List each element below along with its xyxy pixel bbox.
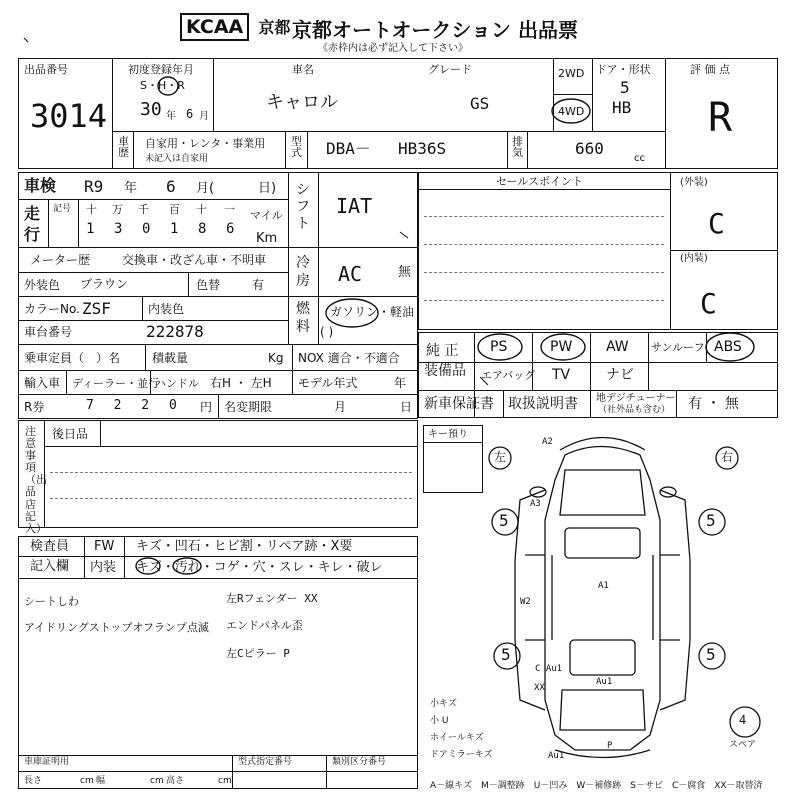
model-label: 型式 — [291, 135, 302, 159]
damage-au1-bottom: Au1 — [548, 751, 565, 761]
notes-label: 注意事項（出品店記入） — [25, 425, 47, 535]
inspection-month: 6 — [166, 177, 176, 196]
remark-left-1: シートしわ — [24, 595, 79, 608]
damage-a3: A3 — [530, 499, 541, 509]
meter-options: 交換車・改ざん車・不明車 — [122, 253, 267, 267]
color-no-label: カラーNo. — [24, 302, 80, 316]
garage-length-unit: cm — [80, 776, 94, 786]
fuel-paren: ( ) — [320, 325, 334, 339]
class-no-label: 類別区分番号 — [332, 757, 387, 767]
interior-label: (内装) — [680, 253, 708, 264]
small-scratch-label: 小キズ — [430, 699, 457, 709]
inspection-month-unit: 月( — [196, 181, 215, 196]
mileage-digit-5: 6 — [226, 221, 235, 237]
equip-abs: ABS — [714, 339, 742, 355]
mileage-digit-1: 3 — [114, 221, 123, 237]
import-label: 輸入車 — [24, 376, 61, 390]
nox-label: NOX 適合・不適合 — [298, 351, 400, 365]
drive-4wd: 4WD — [558, 105, 585, 118]
inspector-label-2: 記入欄 — [30, 559, 70, 574]
damage-code-legend: A－線キズ M－調整跡 U－凹み W－補修跡 S－サビ C－腐食 XX－取替済 — [430, 781, 763, 791]
expire-day: 日 — [400, 400, 413, 414]
diagram-left-label: 左 — [494, 450, 507, 464]
wheel-scratch-label: ホイールキズ — [430, 733, 484, 743]
inspection-day-unit: 日) — [258, 181, 277, 196]
mileage-digit-0: 1 — [86, 221, 95, 237]
mileage-unit-mile: マイル — [250, 209, 283, 222]
history-label: 車歴 — [118, 135, 129, 159]
grade-value: GS — [470, 94, 490, 113]
chassis-label: 車台番号 — [24, 325, 73, 339]
notes-rear: 後日品 — [52, 427, 89, 441]
mileage-reg-label: 記号 — [53, 204, 72, 214]
sales-block — [418, 172, 778, 330]
model-code: HB36S — [398, 139, 447, 158]
int-color-label: 内装色 — [148, 302, 185, 316]
equip-sunroof: サンルーフ — [651, 341, 705, 354]
exterior-label: (外装) — [680, 177, 708, 188]
damage-a2: A2 — [542, 437, 553, 447]
mileage-unit-1: 万 — [112, 203, 123, 216]
import-dealer: ディーラー・並行 — [72, 377, 160, 390]
damage-xx: XX — [534, 683, 545, 693]
key-label: キー預り — [428, 429, 468, 440]
inspection-year-unit: 年 — [124, 181, 138, 196]
lot-label: 出品番号 — [24, 63, 68, 76]
mileage-unit-2: 千 — [138, 203, 149, 216]
ext-color-label: 外装色 — [24, 278, 61, 292]
mileage-unit-3: 百 — [169, 203, 180, 216]
doors-label: ドア・形状 — [596, 63, 651, 76]
garage-length: 長さ — [24, 776, 43, 786]
inspector-fw: FW — [94, 539, 115, 554]
meter-label: メーター歴 — [30, 253, 91, 267]
form-title: 京都オートオークション 出品票 — [292, 18, 578, 42]
mileage-digit-2: 0 — [142, 221, 151, 237]
interior-grade: C — [700, 287, 717, 320]
equip-aw: AW — [606, 339, 629, 355]
mileage-digit-4: 8 — [198, 221, 207, 237]
recycle-value: 7 2 2 0 — [86, 398, 183, 413]
first-reg-year-unit: 年 — [166, 111, 176, 122]
history-options: 自家用・レンタ・事業用 — [145, 137, 266, 150]
ac-none: 無 — [398, 265, 412, 280]
garage-height: 高さ — [166, 776, 185, 786]
handle-options: 右H ・ 左H — [210, 376, 272, 390]
doors-count: 5 — [620, 78, 630, 97]
garage-width-unit: cm — [150, 776, 164, 786]
mileage-unit-km: Km — [256, 231, 278, 246]
first-reg-year: 30 — [140, 99, 162, 120]
first-reg-month: 6 — [186, 107, 194, 121]
damage-a1: A1 — [598, 581, 609, 591]
first-reg-label: 初度登録年月 — [128, 63, 194, 76]
garage-height-unit: cm — [218, 776, 232, 786]
mileage-unit-5: 一 — [224, 203, 235, 216]
recycle-label: R券 — [24, 400, 45, 414]
ext-color-value: ブラウン — [80, 277, 129, 291]
model-prefix: DBA－ — [326, 139, 371, 158]
remark-right-3: 左Cピラー P — [226, 647, 290, 660]
remark-right-1: 左Rフェンダー XX — [226, 592, 318, 605]
tire-rr-value: 5 — [706, 645, 716, 664]
mileage-label: 走行 — [24, 204, 41, 244]
equip-tv: TV — [552, 367, 571, 383]
equip-airbag: エアバッグ — [481, 369, 536, 382]
equip-pw: PW — [550, 339, 573, 355]
form-note: 《赤枠内は必ず記入して下さい》 — [318, 43, 468, 54]
warranty-label: 新車保証書 — [424, 396, 494, 412]
front-bumper — [560, 438, 645, 451]
evaluation-label: 評 価 点 — [690, 63, 730, 76]
load-unit: Kg — [268, 351, 284, 365]
model-year-label: モデル年式 — [298, 376, 358, 390]
tuner-label: 地デジチューナー — [596, 393, 676, 404]
capacity-label: 乗車定員（ ）名 — [24, 351, 121, 365]
tire-fl-value: 5 — [499, 511, 509, 530]
load-label: 積載量 — [152, 351, 189, 365]
spare-value: 4 — [739, 713, 747, 727]
doors-shape: HB — [612, 98, 632, 117]
damage-w2: W2 — [520, 597, 531, 607]
logo-text: KCAA — [180, 13, 249, 41]
equip-ps: PS — [490, 339, 508, 355]
mileage-unit-4: 十 — [196, 203, 207, 216]
inspector-fw-items: キズ・凹石・ヒビ割・リペア跡・X要 — [136, 539, 353, 554]
lot-number: 3014 — [30, 97, 108, 135]
shift-label: シフト — [296, 182, 310, 232]
equip-navi: ナビ — [606, 367, 634, 383]
car-name: キャロル — [266, 92, 338, 113]
model-year-unit: 年 — [394, 376, 407, 390]
logo-sub: 京都 — [258, 18, 291, 37]
rear-bumper — [555, 750, 650, 758]
tuner-note: （社外品も含む） — [598, 405, 671, 415]
damage-au1-rear: Au1 — [596, 677, 613, 687]
mileage-digit-3: 1 — [170, 221, 179, 237]
inspection-era: R9 — [84, 177, 104, 196]
first-reg-month-unit: 月 — [199, 111, 209, 122]
fuel-label: 燃料 — [296, 301, 310, 336]
grade-label: グレード — [428, 63, 472, 76]
inspection-label: 車検 — [24, 176, 57, 195]
era-options: S・H・R — [140, 79, 185, 92]
tire-fr-value: 5 — [706, 511, 716, 530]
evaluation-score: R — [708, 95, 733, 141]
remark-left-2: アイドリングストップオフランプ点滅 — [24, 621, 209, 634]
sales-point-label: セールスポイント — [496, 175, 584, 188]
color-change-label: 色替 — [196, 278, 221, 292]
handle-label: ハンドル — [155, 377, 199, 390]
inspector-int-items: キズ・汚れ・コゲ・穴・スレ・キレ・破レ — [136, 560, 383, 575]
logo — [180, 18, 290, 37]
chassis-number: 222878 — [146, 322, 204, 341]
displacement-unit: cc — [634, 153, 645, 164]
garage-width: 幅 — [96, 776, 106, 786]
inspector-label-1: 検査員 — [30, 539, 70, 554]
inspector-int: 内装 — [90, 560, 117, 575]
expire-month: 月 — [334, 400, 347, 414]
exterior-grade: C — [708, 207, 725, 240]
ac-value: AC — [338, 262, 363, 286]
small-dent-label: 小 U — [430, 716, 449, 726]
equip-label-1: 純 正 — [426, 343, 459, 359]
color-change-value: 有 — [252, 278, 265, 292]
history-note: 未記入は自家用 — [145, 154, 209, 164]
mirror-scratch-label: ドアミラーキズ — [430, 750, 493, 760]
manual-label: 取扱説明書 — [508, 396, 578, 412]
equip-label-2: 装備品 — [424, 363, 466, 379]
damage-c-au1: C Au1 — [535, 664, 563, 674]
tuner-value: 有 ・ 無 — [688, 396, 739, 412]
drive-2wd: 2WD — [558, 67, 585, 80]
expire-label: 名変期限 — [224, 400, 273, 414]
diagram-right-label: 右 — [721, 450, 734, 464]
garage-cert-label: 車庫証明用 — [24, 757, 70, 767]
color-no-value: ZSF — [82, 299, 111, 318]
recycle-unit: 円 — [200, 400, 213, 414]
ac-label: 冷房 — [296, 255, 310, 290]
remark-right-2: エンドパネル歪 — [226, 619, 303, 632]
displacement-value: 660 — [575, 139, 604, 158]
spare-label: スペア — [729, 740, 757, 750]
model-no-label: 型式指定番号 — [238, 757, 293, 767]
car-name-label: 車名 — [292, 63, 314, 76]
shift-value: IAT — [336, 194, 373, 218]
mileage-unit-0: 十 — [86, 203, 97, 216]
tire-rl-value: 5 — [501, 645, 511, 664]
displacement-label: 排気 — [512, 135, 523, 159]
fuel-options: ガソリン・軽油 — [330, 305, 415, 319]
damage-p: P — [607, 741, 613, 751]
